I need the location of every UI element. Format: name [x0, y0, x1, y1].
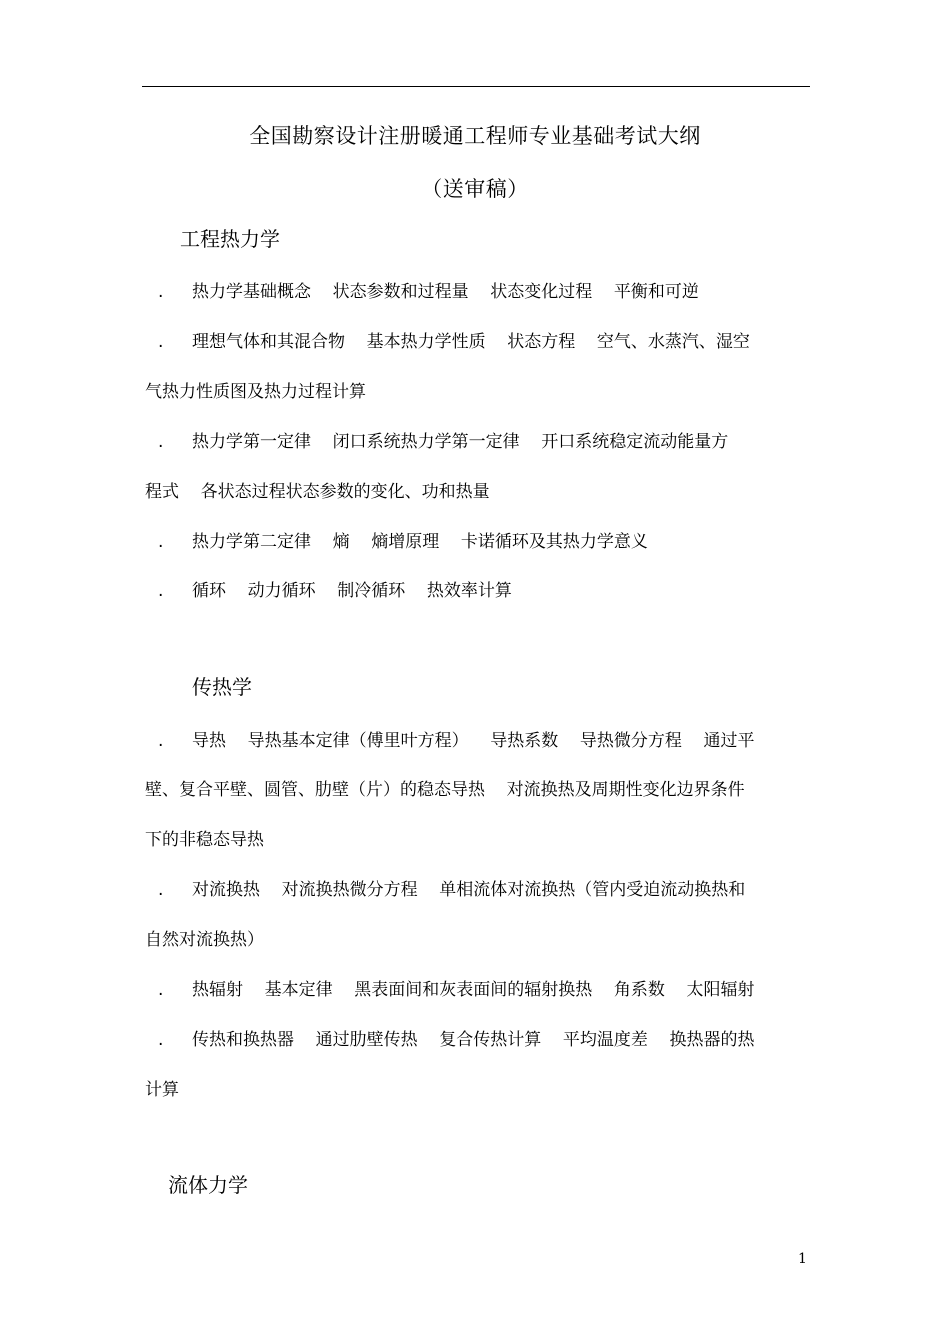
list-item	[145, 277, 810, 302]
list-item-continuation: 壁、复合平壁、圆管、肋壁（片）的稳态导热 对流换热及周期性变化边界条件	[145, 780, 745, 800]
list-item	[145, 726, 810, 751]
header-rule	[142, 86, 810, 87]
list-item-text: 传热和换热器 通过肋壁传热 复合传热计算 平均温度差 换热器的热	[192, 1030, 755, 1050]
list-item-text: 导热 导热基本定律（傅里叶方程） 导热系数 导热微分方程 通过平	[192, 731, 755, 751]
list-item-text: 理想气体和其混合物 基本热力学性质 状态方程 空气、水蒸汽、湿空	[192, 332, 750, 352]
list-item-text: 热力学第一定律 闭口系统热力学第一定律 开口系统稳定流动能量方	[192, 432, 729, 452]
list-item	[145, 427, 810, 452]
document-title: 全国勘察设计注册暖通工程师专业基础考试大纲	[249, 124, 701, 148]
bullet: .	[158, 532, 164, 552]
list-item-text: 对流换热 对流换热微分方程 单相流体对流换热（管内受迫流动换热和	[192, 880, 746, 900]
bullet: .	[158, 332, 164, 352]
bullet: .	[158, 282, 164, 302]
bullet: .	[158, 980, 164, 1000]
list-item-text: 热辐射 基本定律 黑表面间和灰表面间的辐射换热 角系数 太阳辐射	[192, 980, 755, 1000]
list-item-continuation: 下的非稳态导热	[145, 830, 264, 850]
bullet: .	[158, 731, 164, 751]
list-item	[145, 975, 810, 1000]
list-item	[145, 1025, 810, 1050]
bullet: .	[158, 1030, 164, 1050]
section-heading-heat-transfer: 传热学	[192, 675, 252, 699]
list-item-continuation: 程式 各状态过程状态参数的变化、功和热量	[145, 482, 490, 502]
section-heading-thermodynamics: 工程热力学	[180, 227, 280, 251]
bullet: .	[158, 432, 164, 452]
page-number: 1	[798, 1251, 807, 1267]
bullet: .	[158, 581, 164, 601]
list-item	[145, 327, 810, 352]
list-item-continuation: 气热力性质图及热力过程计算	[145, 382, 366, 402]
list-item-continuation: 计算	[145, 1080, 179, 1100]
list-item-text: 热力学基础概念 状态参数和过程量 状态变化过程 平衡和可逆	[192, 282, 699, 302]
list-item	[145, 576, 810, 601]
list-item-text: 热力学第二定律 熵 熵增原理 卡诺循环及其热力学意义	[192, 532, 648, 552]
list-item-continuation: 自然对流换热）	[145, 930, 264, 950]
list-item	[145, 527, 810, 552]
list-item-text: 循环 动力循环 制冷循环 热效率计算	[192, 581, 512, 601]
section-heading-fluid-mechanics: 流体力学	[168, 1173, 248, 1197]
list-item	[145, 875, 810, 900]
document-subtitle: （送审稿）	[421, 177, 529, 201]
bullet: .	[158, 880, 164, 900]
